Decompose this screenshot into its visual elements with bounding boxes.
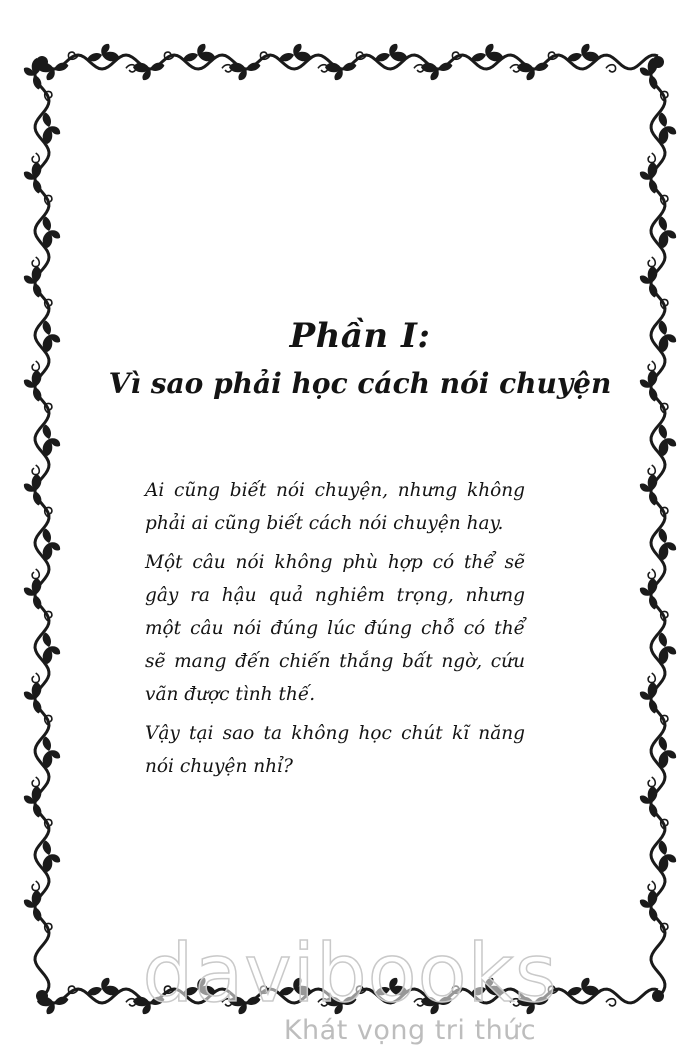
- vine-leaf: [43, 425, 61, 456]
- watermark-tagline: Khát vọng tri thức: [283, 1015, 537, 1046]
- vine-leaf: [184, 44, 215, 62]
- vine-curl: [648, 153, 655, 163]
- vine-leaf: [325, 63, 356, 81]
- vine-leaf: [43, 113, 61, 144]
- vine-leaf: [659, 529, 677, 560]
- vine-leaf: [24, 474, 42, 505]
- vine-leaf: [659, 425, 677, 456]
- vine-leaf: [640, 890, 658, 921]
- paragraph-1: Ai cũng biết nói chuyện, nhưng không phải ai cũng biết cách nói chuyện hay.: [145, 480, 525, 534]
- vine-curl: [32, 465, 39, 475]
- vine-curl: [32, 257, 39, 267]
- vine-curl: [648, 257, 655, 267]
- vine-curl: [648, 777, 655, 787]
- vine-leaf: [43, 633, 61, 664]
- vine-leaf: [659, 841, 677, 872]
- vine-leaf: [88, 44, 119, 62]
- vine-leaf: [659, 217, 677, 248]
- vine-leaf: [659, 321, 677, 352]
- vine-leaf: [24, 682, 42, 713]
- vine-leaf: [640, 370, 658, 401]
- vine-leaf: [640, 474, 658, 505]
- vine-leaf: [568, 44, 599, 62]
- intro-text: [145, 474, 525, 789]
- vine-curl: [606, 65, 616, 72]
- vine-stem: [651, 62, 665, 996]
- vine-leaf: [640, 786, 658, 817]
- vine-leaf: [43, 737, 61, 768]
- vine-leaf: [43, 217, 61, 248]
- vine-leaf: [229, 63, 260, 81]
- vine-curl: [32, 881, 39, 891]
- vine-leaf: [517, 63, 548, 81]
- vine-leaf: [133, 63, 164, 81]
- chapter-number: Phần I:: [289, 316, 431, 356]
- vine-curl: [648, 465, 655, 475]
- vine-leaf: [376, 44, 407, 62]
- paragraph-2: Một câu nói không phù hợp có thể sẽ gây ra hậu quả nghiêm trọng, nhưng một câu nói đúng lúc đúng chỗ có thể sẽ mang đến chiến thắng bất ngờ, cứu vãn được tình thế.: [145, 552, 525, 705]
- vine-stem: [35, 62, 49, 996]
- vine-leaf: [43, 841, 61, 872]
- vine-curl: [648, 361, 655, 371]
- vine-curl: [32, 673, 39, 683]
- watermark-brand: davibooks: [142, 927, 558, 1020]
- chapter-title: [80, 312, 640, 406]
- vine-leaf: [280, 44, 311, 62]
- vine-curl: [648, 673, 655, 683]
- vine-leaf: [43, 529, 61, 560]
- vine-leaf: [659, 633, 677, 664]
- vine-leaf: [24, 162, 42, 193]
- chapter-heading: Vì sao phải học cách nói chuyện: [108, 367, 612, 400]
- vine-leaf: [640, 266, 658, 297]
- corner-ornament: [652, 56, 664, 68]
- paragraph-3: Vậy tại sao ta không học chút kĩ năng nói chuyện nhỉ?: [145, 723, 525, 777]
- vine-curl: [32, 153, 39, 163]
- vine-leaf: [24, 786, 42, 817]
- vine-leaf: [421, 63, 452, 81]
- vine-leaf: [640, 162, 658, 193]
- vine-leaf: [472, 44, 503, 62]
- vine-curl: [32, 361, 39, 371]
- vine-curl: [32, 777, 39, 787]
- vine-leaf: [640, 578, 658, 609]
- vine-leaf: [24, 370, 42, 401]
- vine-leaf: [659, 737, 677, 768]
- vine-leaf: [43, 321, 61, 352]
- vine-leaf: [24, 266, 42, 297]
- vine-curl: [648, 569, 655, 579]
- vine-leaf: [640, 682, 658, 713]
- vine-curl: [648, 881, 655, 891]
- corner-ornament: [36, 56, 48, 68]
- vine-leaf: [659, 113, 677, 144]
- vine-curl: [32, 569, 39, 579]
- vine-leaf: [24, 578, 42, 609]
- vine-leaf: [24, 890, 42, 921]
